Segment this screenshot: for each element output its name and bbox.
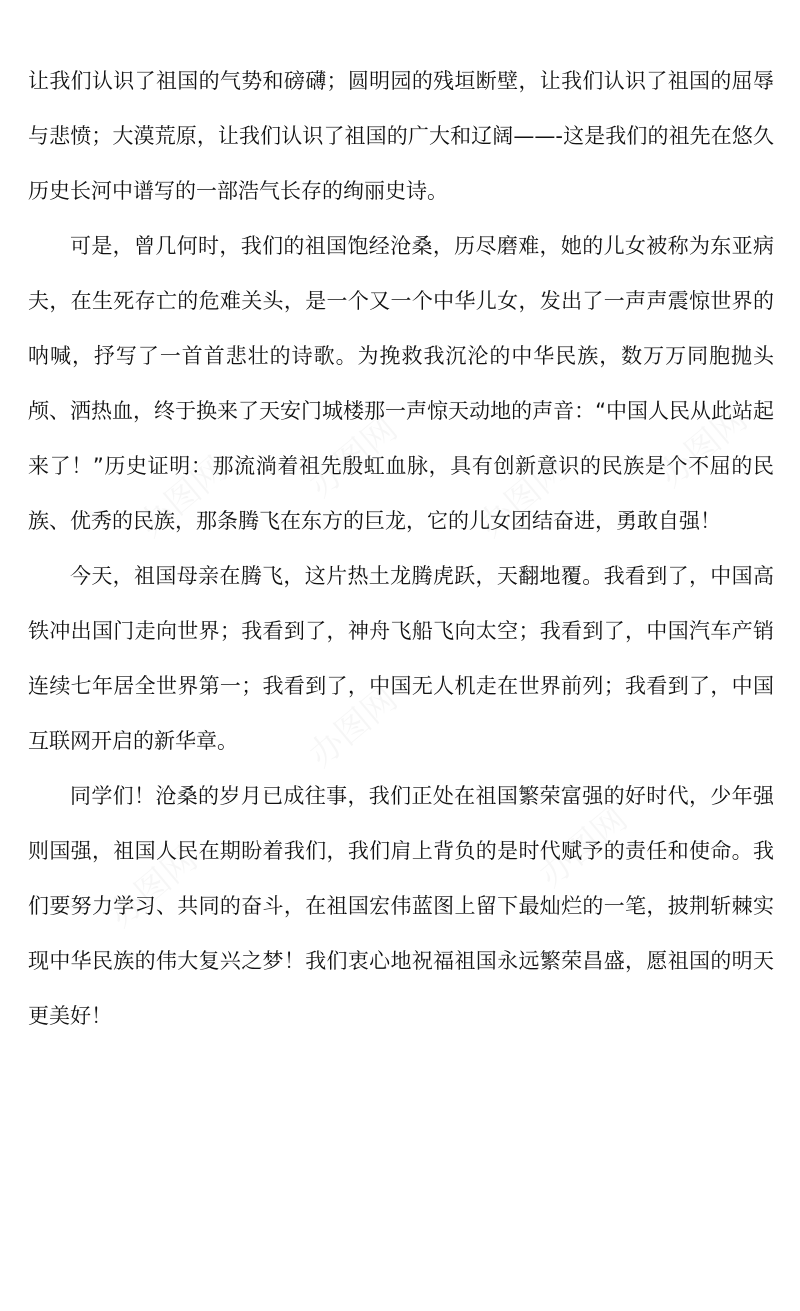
essay-body <box>28 54 774 1044</box>
paragraph-4: 同学们！沧桑的岁月已成往事，我们正处在祖国繁荣富强的好时代，少年强则国强，祖国人民在期盼着我们，我们肩上背负的是时代赋予的责任和使命。我们要努力学习、共同的奋斗，在祖国宏伟蓝图上留下最灿烂的一笔，披荆斩棘实现中华民族的伟大复兴之梦！我们衷心地祝福祖国永远繁荣昌盛，愿祖国的明天更美好！ <box>28 784 774 1028</box>
paragraph-3: 今天，祖国母亲在腾飞，这片热土龙腾虎跃，天翻地覆。我看到了，中国高铁冲出国门走向世界；我看到了，神舟飞船飞向太空；我看到了，中国汽车产销连续七年居全世界第一；我看到了，中国无人机走在世界前列；我看到了，中国互联网开启的新华章。 <box>28 564 774 753</box>
paragraph-1: 让我们认识了祖国的气势和磅礴；圆明园的残垣断壁，让我们认识了祖国的屈辱与悲愤；大漠荒原，让我们认识了祖国的广大和辽阔——-这是我们的祖先在悠久历史长河中谱写的一部浩气长存的绚丽史诗。 <box>28 69 774 203</box>
paragraph-2: 可是，曾几何时，我们的祖国饱经沧桑，历尽磨难，她的儿女被称为东亚病夫，在生死存亡的危难关头，是一个又一个中华儿女，发出了一声声震惊世界的呐喊，抒写了一首首悲壮的诗歌。为挽救我沉沦的中华民族，数万万同胞抛头颅、洒热血，终于换来了天安门城楼那一声惊天动地的声音：“中国人民从此站起来了！”历史证明：那流淌着祖先殷虹血脉，具有创新意识的民族是个不屈的民族、优秀的民族，那条腾飞在东方的巨龙，它的儿女团结奋进，勇敢自强！ <box>28 234 774 533</box>
